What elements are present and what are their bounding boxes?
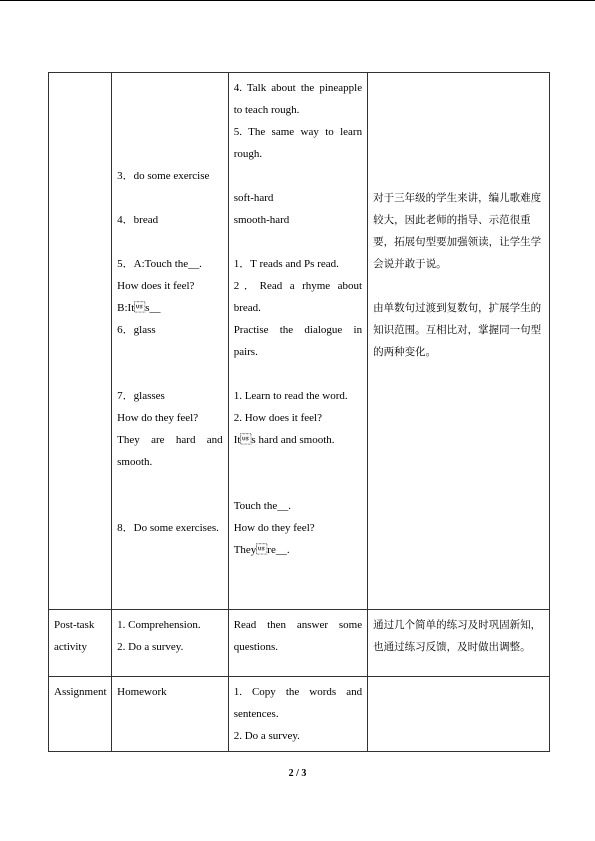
post-task-note <box>368 610 550 677</box>
note-cell <box>368 73 550 610</box>
stage-cell <box>49 73 112 610</box>
method-step-4: 4. Talk about the pineapple to teach rough. <box>233 82 363 116</box>
post-task-note-text: 通过几个简单的练习及时巩固新知，也通过练习反馈，及时做出调整。 <box>373 619 542 653</box>
method-smooth-hard: smooth-hard <box>233 214 290 226</box>
table-row <box>49 677 550 752</box>
assignment-method <box>228 677 367 752</box>
assignment-item-2: 2. Do a survey. <box>233 730 300 742</box>
method-rhyme: 2．Read a rhyme about bread. <box>233 280 363 314</box>
page-number: 2 / 3 <box>288 768 307 779</box>
header-rule <box>0 0 595 1</box>
content-item-5c: B:It s__ <box>117 302 161 314</box>
table-row <box>49 610 550 677</box>
method-practise: Practise the dialogue in pairs. <box>233 324 363 358</box>
content-item-5a: 5．A:Touch the__. <box>117 258 202 270</box>
content-item-7b: How do they feel? <box>117 412 199 424</box>
post-task-item-1: 1. Comprehension. <box>117 619 201 631</box>
method-question: 2. How does it feel? <box>233 412 322 424</box>
method-read: 1．T reads and Ps read. <box>233 258 339 270</box>
assignment-note <box>368 677 550 752</box>
assignment-content-text: Homework <box>117 686 167 698</box>
post-task-method <box>228 610 367 677</box>
content-item-8: 8．Do some exercises. <box>117 522 219 534</box>
assignment-label <box>49 677 112 752</box>
content-item-4: 4．bread <box>117 214 159 226</box>
content-item-3: 3．do some exercise <box>117 170 210 182</box>
content-cell <box>112 73 229 610</box>
lesson-plan-table <box>48 72 550 752</box>
post-task-method-text: Read then answer some questions. <box>233 619 363 653</box>
assignment-label-text: Assignment <box>54 686 107 698</box>
content-item-7a: 7．glasses <box>117 390 165 402</box>
note-2: 由单数句过渡到复数句，扩展学生的知识范围。互相比对，掌握同一句型的两种变化。 <box>373 302 542 358</box>
method-learn: 1. Learn to read the word. <box>233 390 348 402</box>
assignment-item-1: 1. Copy the words and sentences. <box>233 686 363 720</box>
method-feel: How do they feel? <box>233 522 315 534</box>
method-soft-hard: soft-hard <box>233 192 274 204</box>
assignment-content <box>112 677 229 752</box>
method-step-5: 5. The same way to learn rough. <box>233 126 363 160</box>
method-cell <box>228 73 367 610</box>
content-item-5b: How does it feel? <box>117 280 195 292</box>
note-1: 对于三年级的学生来讲，编儿歌难度较大，因此老师的指导、示范很重要，拓展句型要加强领读，让学生学会说并敢于说。 <box>373 192 542 270</box>
table-row <box>49 73 550 610</box>
method-answer: It s hard and smooth. <box>233 434 335 446</box>
method-touch: Touch the__. <box>233 500 291 512</box>
post-task-content <box>112 610 229 677</box>
post-task-label-text: Post-task activity <box>54 619 95 653</box>
method-theyre: They re__. <box>233 544 290 556</box>
post-task-item-2: 2. Do a survey. <box>117 641 184 653</box>
content-item-7c: They are hard and smooth. <box>117 434 223 468</box>
post-task-label <box>49 610 112 677</box>
content-item-6: 6．glass <box>117 324 156 336</box>
